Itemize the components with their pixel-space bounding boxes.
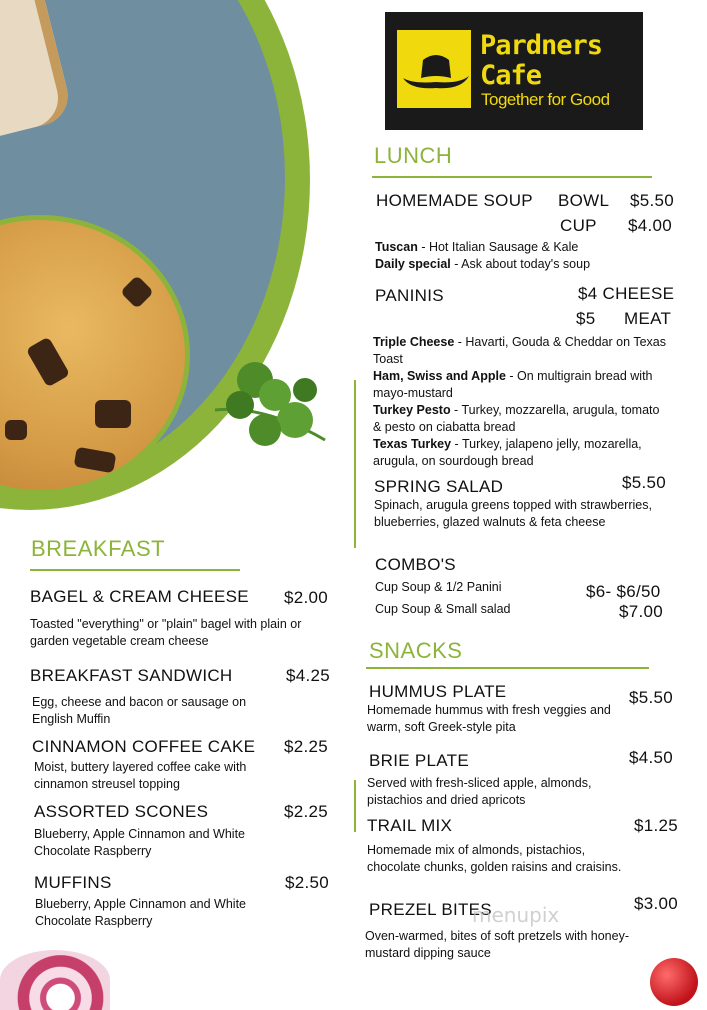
snack-desc: Homemade hummus with fresh veggies and warm, soft Greek-style pita bbox=[367, 703, 611, 734]
breakfast-item-desc: Blueberry, Apple Cinnamon and White Chocolate Raspberry bbox=[34, 827, 245, 858]
breakfast-item-price: $4.25 bbox=[286, 666, 331, 685]
parsley-decoration bbox=[205, 350, 330, 470]
onion-decoration bbox=[0, 950, 110, 1010]
spring-salad-price: $5.50 bbox=[622, 473, 667, 492]
logo-tagline: Together for Good bbox=[481, 90, 610, 109]
breakfast-divider bbox=[30, 569, 240, 571]
soup-cup-price: $4.00 bbox=[628, 216, 673, 235]
soup-bowl-price: $5.50 bbox=[630, 191, 675, 210]
snacks-heading: SNACKS bbox=[369, 638, 463, 663]
combo-item: Cup Soup & 1/2 Panini bbox=[375, 580, 502, 594]
spring-salad-name: SPRING SALAD bbox=[374, 477, 504, 496]
snack-price: $1.25 bbox=[634, 816, 679, 835]
paninis-meat-price: $5 bbox=[576, 309, 596, 328]
panini-item: Turkey Pesto - Turkey, mozzarella, arugula, tomato & pesto on ciabatta bread bbox=[373, 403, 660, 434]
snack-name: TRAIL MIX bbox=[367, 816, 453, 835]
breakfast-item-price: $2.50 bbox=[285, 873, 330, 892]
snack-name: BRIE PLATE bbox=[369, 751, 469, 770]
snack-name: HUMMUS PLATE bbox=[369, 682, 507, 701]
breakfast-item-name: ASSORTED SCONES bbox=[34, 802, 209, 821]
breakfast-item-name: CINNAMON COFFEE CAKE bbox=[32, 737, 256, 756]
panini-item: Triple Cheese - Havarti, Gouda & Cheddar on Texas Toast bbox=[373, 335, 666, 366]
panini-item: Ham, Swiss and Apple - On multigrain bread with mayo-mustard bbox=[373, 369, 653, 400]
panini-item: Texas Turkey - Turkey, jalapeno jelly, mozarella, arugula, on sourdough bread bbox=[373, 437, 642, 468]
soup-bowl-label: BOWL bbox=[558, 191, 610, 210]
snack-desc: Homemade mix of almonds, pistachios, chocolate chunks, golden raisins and craisins. bbox=[367, 843, 622, 874]
soup-option: Daily special - Ask about today's soup bbox=[375, 257, 591, 271]
snack-price: $5.50 bbox=[629, 688, 674, 707]
paninis-cheese-price: $4 CHEESE bbox=[578, 284, 675, 303]
breakfast-item-desc: Egg, cheese and bacon or sausage on English Muffin bbox=[32, 695, 247, 726]
paninis-name: PANINIS bbox=[375, 286, 444, 305]
apple-decoration bbox=[650, 958, 698, 1006]
combo-price: $6- $6/50 bbox=[586, 582, 661, 601]
lunch-divider bbox=[372, 176, 652, 178]
breakfast-heading: BREAKFAST bbox=[31, 536, 166, 561]
paninis-meat-label: MEAT bbox=[624, 309, 672, 328]
snacks-side-rule bbox=[354, 780, 356, 832]
cafe-logo bbox=[385, 12, 643, 130]
breakfast-item-name: BAGEL & CREAM CHEESE bbox=[30, 587, 249, 606]
cowboy-hat-icon bbox=[401, 50, 471, 100]
breakfast-item-price: $2.25 bbox=[284, 737, 329, 756]
soup-option: Tuscan - Hot Italian Sausage & Kale bbox=[375, 240, 579, 254]
breakfast-item-name: BREAKFAST SANDWICH bbox=[30, 666, 233, 685]
breakfast-item-name: MUFFINS bbox=[34, 873, 112, 892]
breakfast-item-desc: Moist, buttery layered coffee cake with cinnamon streusel topping bbox=[34, 760, 247, 791]
lunch-heading: LUNCH bbox=[374, 143, 453, 168]
soup-name: HOMEMADE SOUP bbox=[376, 191, 533, 210]
spring-salad-desc: Spinach, arugula greens topped with strawberries, blueberries, glazed walnuts & feta cheese bbox=[374, 498, 652, 529]
panini-half bbox=[0, 0, 74, 154]
logo-badge bbox=[397, 30, 471, 108]
combos-name: COMBO'S bbox=[375, 555, 456, 574]
snack-price: $4.50 bbox=[629, 748, 674, 767]
logo-name-line1: Pardners bbox=[480, 30, 603, 61]
breakfast-item-desc: Blueberry, Apple Cinnamon and White Chocolate Raspberry bbox=[35, 897, 246, 928]
combo-item: Cup Soup & Small salad bbox=[375, 602, 511, 616]
snack-desc: Oven-warmed, bites of soft pretzels with honey-mustard dipping sauce bbox=[365, 929, 630, 960]
combo-price: $7.00 bbox=[619, 602, 664, 621]
breakfast-item-price: $2.00 bbox=[284, 588, 329, 607]
snacks-divider bbox=[366, 667, 649, 669]
soup-cup-label: CUP bbox=[560, 216, 597, 235]
watermark: menupix bbox=[472, 903, 560, 927]
lunch-side-rule bbox=[354, 380, 356, 548]
snack-name: PREZEL BITES bbox=[369, 900, 492, 919]
snack-desc: Served with fresh-sliced apple, almonds, pistachios and dried apricots bbox=[367, 776, 592, 807]
breakfast-item-price: $2.25 bbox=[284, 802, 329, 821]
logo-name-line2: Cafe bbox=[480, 60, 542, 91]
snack-price: $3.00 bbox=[634, 894, 679, 913]
breakfast-item-desc: Toasted "everything" or "plain" bagel with plain or garden vegetable cream cheese bbox=[30, 617, 302, 648]
